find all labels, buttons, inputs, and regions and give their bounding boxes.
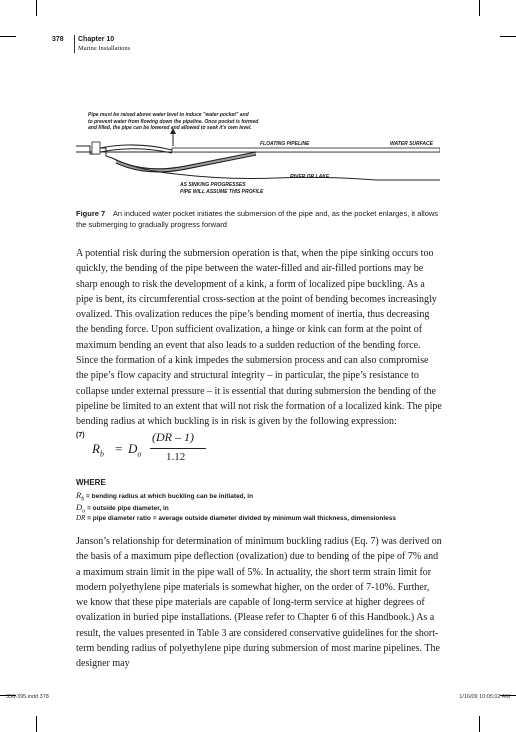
page-number: 378 (52, 36, 64, 43)
water-surface-label: WATER SURFACE (390, 141, 433, 147)
where-heading: WHERE (76, 478, 106, 487)
floating-pipe (172, 148, 440, 152)
sinking-label: AS SINKING PROGRESSES PIPE WILL ASSUME THIS PROFILE (180, 182, 264, 195)
crop-mark (479, 716, 480, 732)
definition-dr: DR = pipe diameter ratio = average outside diameter divided by minimum wall thickness, dimensionless (76, 514, 397, 522)
definition-do: $D_o$ = outside pipe diameter, in (76, 502, 169, 515)
body-paragraph: Janson’s relationship for determination of minimum buckling radius (Eq. 7) was derived on the basis of a maximum pipe deflection (ovalization) due to bending of the pipe of 7% and a maximum strain limit in the pipe wall of 5%. In actuality, the short term strain limit for modern polyethylene pipe materials is somewhat higher, on the order of 7-10%. Further, we know that these pipe materials are capable of long-term service at higher degrees of ovalization in buried pipe installations. (Please refer to Chapter 6 of this Handbook.) As a result, the values presented in Table 3 are considered conservative guidelines for the short-term bending radius of polyethylene pipe during submersion of most marine pipelines. The designer may (76, 536, 442, 670)
crop-mark (479, 0, 480, 16)
figure-label: Figure 7 (76, 209, 106, 218)
crop-mark (0, 36, 16, 37)
sinking-profile (116, 152, 256, 169)
figure-caption (76, 208, 440, 230)
body-paragraph: A potential risk during the submersion operation is that, when the pipe sinking occurs too quickly, the bending of the pipe between the water-filled and air-filled portions may be sharp enough to risk the development of a kink, a form of localized pipe buckling. As a pipe is bent, its circumferential cross-section at the point of bending becomes increasingly ovalized. This ovalization reduces the pipe’s bending moment of inertia, thus decreasing the bending force. Upon sufficient ovalization, a hinge or kink can form at the point of maximum bending an event that also leads to a sudden reduction of the bending force. Since the formation of a kink impedes the submersion process and can also compromise the pipe’s flow capacity and structural integrity – in particular, the pipe’s resistance to collapse under external pressure – it is essential that during submersion the bending of the pipeline be limited to an extent that will not risk the formation of a localized kink. The pipe bending radius at which buckling is in risk is given by the following expression: (76, 248, 442, 428)
equation: $R_b$ = $D_o$ (DR – 1) 1.12 (92, 430, 212, 470)
crop-mark (36, 0, 37, 16)
file-slug: 358-395.indd 378 (6, 694, 49, 700)
figure-water-pocket (76, 108, 440, 206)
header-divider (74, 35, 75, 53)
timestamp-slug: 1/16/09 10:05:02 AM (459, 694, 510, 700)
river-label: RIVER OR LAKE (290, 174, 330, 180)
definition-rb: $R_b$ = bending radius at which buckling can be initiated, in (76, 490, 254, 503)
chapter-subtitle: Marine Installations (78, 45, 131, 52)
equation-numerator: (DR – 1) (152, 430, 194, 444)
figure-note: Pipe must be raised above water level to induce "water pocket" and to prevent water from flowing down the pipeline. Once pocket is formed and filled, the pipe can be lowered and allowed to seek it's own level. (88, 112, 259, 131)
equation-number: (7) (76, 432, 85, 439)
caption-text: An induced water pocket initiates the submersion of the pipe and, as the pocket enlarges, it allows the submerging to gradually progress forward (76, 209, 439, 229)
pipe-end-block (92, 142, 100, 154)
equation-denominator: 1.12 (166, 451, 186, 463)
crop-mark (36, 716, 37, 732)
floating-pipeline-label: FLOATING PIPELINE (260, 141, 310, 147)
chapter-title: Chapter 10 (78, 36, 115, 43)
fraction-bar (150, 448, 206, 449)
crop-mark (500, 36, 516, 37)
